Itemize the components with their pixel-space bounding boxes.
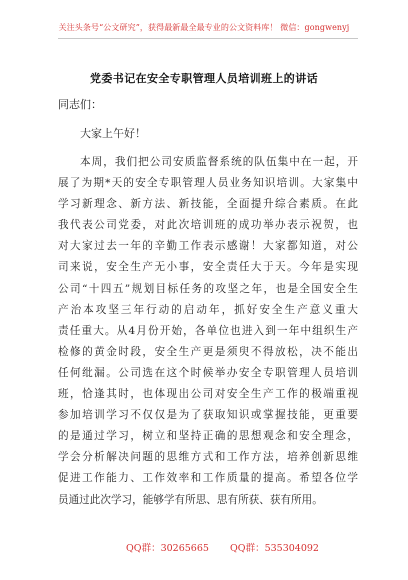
body-line: 对大家过去一年的辛勤工作表示感谢！大家都知道，对公: [58, 240, 358, 253]
body-line: 产治本攻坚三年行动的启动年，抓好安全生产意义重大: [58, 303, 358, 316]
body-line: 学习新理念、新方法、新技能，全面提升综合素质。在此: [58, 198, 358, 211]
qq-group-link-2[interactable]: QQ群：535304092: [230, 543, 319, 554]
body-line: 的是通过学习，树立和坚持正确的思想观念和安全理念，: [58, 430, 358, 443]
body-line: 司来说，安全生产无小事，安全责任大于天。今年是实现: [58, 261, 358, 274]
body-line: 本周，我们把公司安质监督系统的队伍集中在一起，开: [80, 156, 358, 168]
body-line: 责任重大。从4月份开始，各单位也进入到一年中组织生产: [58, 324, 358, 337]
header-divider: [58, 38, 358, 39]
body-line: 员通过此次学习，能够学有所思、思有所获、获有所用。: [58, 493, 323, 506]
header-banner: 关注头条号“公文研究”，获得最新最全最专业的公文资料库！ 微信：gongwenyj: [58, 23, 350, 32]
body-line: 我代表公司党委，对此次培训班的成功举办表示祝贺，也: [58, 219, 358, 232]
body-line: 促进工作能力、工作效率和工作质量的提高。希望各位学: [58, 472, 358, 485]
document-title: 党委书记在安全专职管理人员培训班上的讲话: [90, 72, 318, 85]
body-line: 班，恰逢其时，也体现出公司对安全生产工作的极端重视: [58, 388, 358, 401]
body-line: 参加培训学习不仅仅是为了获取知识或掌握技能，更重要: [58, 409, 358, 422]
greeting: 大家上午好！: [80, 127, 146, 140]
salutation: 同志们：: [58, 98, 102, 111]
qq-group-link-1[interactable]: QQ群：30265665: [126, 543, 209, 554]
body-line: 公司“十四五”规划目标任务的攻坚之年，也是全国安全生: [58, 282, 358, 295]
body-paragraph: [58, 152, 358, 511]
body-line: 检修的黄金时段，安全生产更是须臾不得放松，决不能出: [58, 345, 358, 358]
body-line: 学会分析解决问题的思维方式和工作方法，培养创新思维: [58, 451, 358, 464]
page-footer: [0, 540, 408, 554]
body-line: 展了为期*天的安全专职管理人员业务知识培训。大家集中: [58, 177, 358, 190]
body-line: 任何纰漏。公司选在这个时候举办安全专职管理人员培训: [58, 366, 358, 379]
